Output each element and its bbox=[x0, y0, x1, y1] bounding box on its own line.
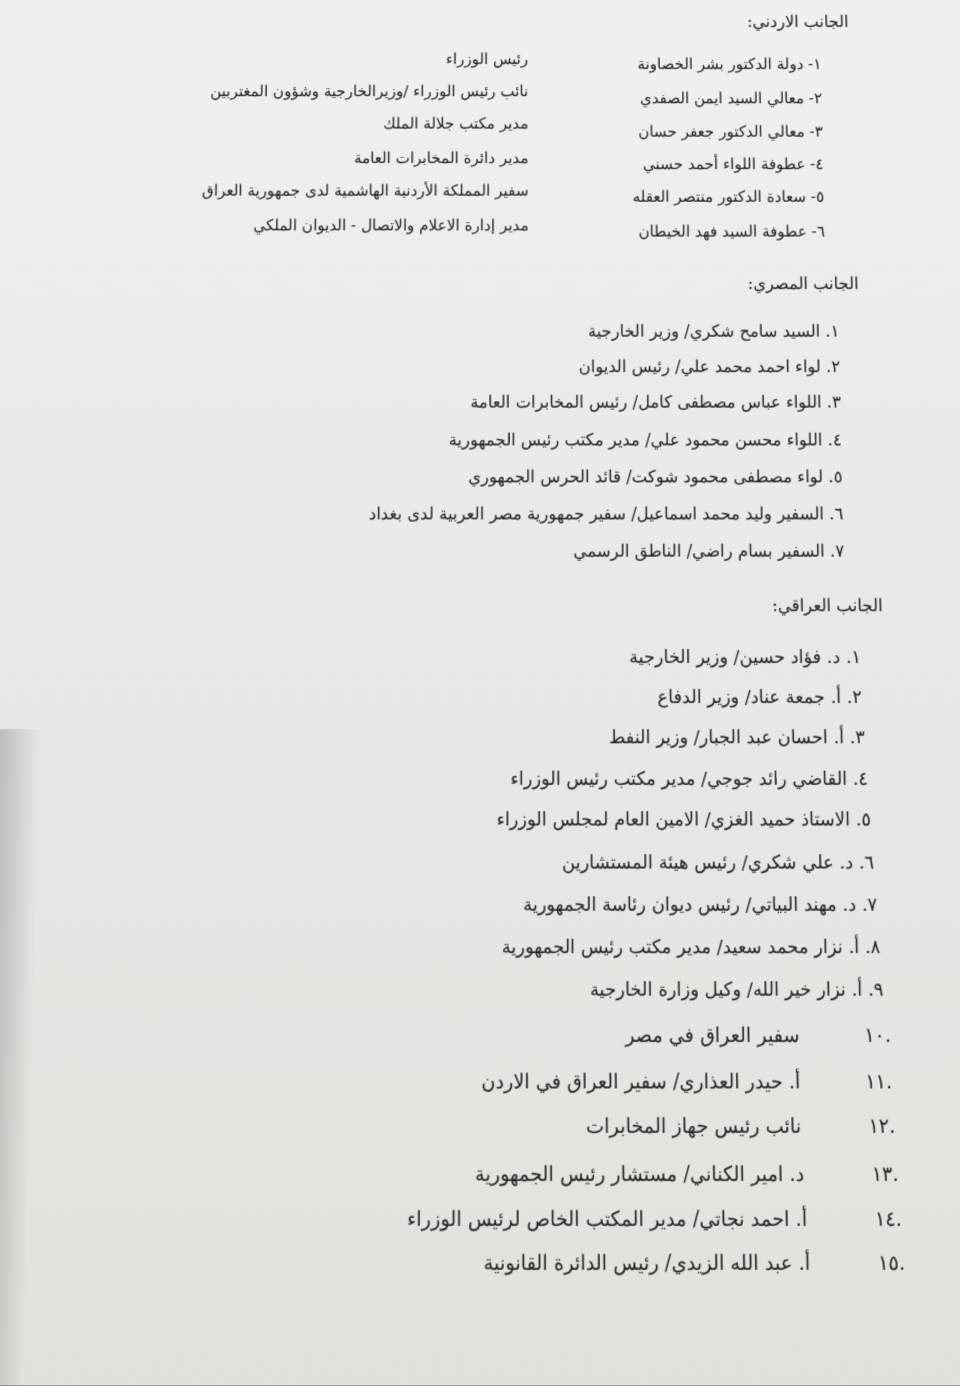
iraq-member: ٣. أ. احسان عبد الجبار/ وزير النفط bbox=[608, 726, 866, 749]
iraq-member: أ. حيدر العذاري/ سفير العراق في الاردن bbox=[481, 1070, 801, 1095]
jordan-heading: الجانب الاردني: bbox=[746, 11, 849, 31]
jordan-member-title: مدير دائرة المخابرات العامة bbox=[353, 148, 529, 168]
egypt-member: ٦. السفير وليد محمد اسماعيل/ سفير جمهورية مصر العربية لدى بغداد bbox=[368, 503, 844, 524]
egypt-member: ٣. اللواء عباس مصطفى كامل/ رئيس المخابرات العامة bbox=[470, 391, 842, 412]
egypt-member: ٢. لواء احمد محمد علي/ رئيس الديوان bbox=[578, 356, 841, 377]
iraq-member: ١. د. فؤاد حسين/ وزير الخارجية bbox=[629, 646, 862, 669]
egypt-member: ٥. لواء مصطفى محمود شوكت/ قائد الحرس الجمهوري bbox=[468, 466, 843, 487]
iraq-member: ٩. أ. نزار خير الله/ وكيل وزارة الخارجية bbox=[589, 978, 884, 1002]
iraq-member: نائب رئيس جهاز المخابرات bbox=[585, 1114, 802, 1139]
iraq-member: ٢. أ. جمعة عناد/ وزير الدفاع bbox=[657, 686, 863, 709]
jordan-member-name: ٤- عطوفة اللواء أحمد حسني bbox=[642, 154, 824, 174]
iraq-member-number: .١٠ bbox=[864, 1023, 892, 1048]
iraq-member-number: .١١ bbox=[865, 1070, 893, 1095]
iraq-member: ٧. د. مهند البياتي/ رئيس ديوان رئاسة الجمهورية bbox=[523, 894, 878, 917]
iraq-member: ٥. الاستاذ حميد الغزي/ الامين العام لمجلس الوزراء bbox=[496, 808, 872, 832]
iraq-member: ٦. د. علي شكري/ رئيس هيئة المستشارين bbox=[561, 851, 875, 875]
jordan-member-title: مدير مكتب جلالة الملك bbox=[383, 114, 529, 133]
egypt-heading: الجانب المصري: bbox=[747, 273, 859, 294]
jordan-member-title: سفير المملكة الأردنية الهاشمية لدى جمهورية العراق bbox=[201, 181, 529, 200]
iraq-member: أ. احمد نجاتي/ مدير المكتب الخاص لرئيس الوزراء bbox=[407, 1207, 808, 1232]
jordan-member-title: رئيس الوزراء bbox=[445, 49, 529, 69]
egypt-member: ١. السيد سامح شكري/ وزير الخارجية bbox=[587, 321, 840, 341]
jordan-member-title: نائب رئيس الوزراء /وزيرالخارجية وشؤون المغتربين bbox=[210, 82, 529, 101]
jordan-member-name: ٣- معالي الدكتور جعفر حسان bbox=[638, 122, 823, 141]
jordan-member-title: مدير إدارة الاعلام والاتصال - الديوان الملكي bbox=[253, 216, 529, 235]
egypt-member: ٤. اللواء محسن محمود علي/ مدير مكتب رئيس الجمهورية bbox=[448, 429, 842, 450]
iraq-member-number: .١٥ bbox=[877, 1251, 906, 1276]
page-shadow bbox=[0, 729, 41, 1385]
iraq-heading: الجانب العراقي: bbox=[772, 595, 883, 616]
jordan-member-name: ٥- سعادة الدكتور منتصر العقله bbox=[632, 187, 825, 206]
jordan-member-name: ٦- عطوفة السيد فهد الخيطان bbox=[638, 222, 826, 241]
iraq-member: ٨. أ. نزار محمد سعيد/ مدير مكتب رئيس الجمهورية bbox=[501, 936, 881, 959]
jordan-member-name: ٢- معالي السيد ايمن الصفدي bbox=[639, 89, 823, 108]
iraq-member-number: .١٢ bbox=[868, 1114, 896, 1139]
iraq-member-number: .١٤ bbox=[874, 1207, 903, 1232]
iraq-member: سفير العراق في مصر bbox=[625, 1023, 800, 1048]
iraq-member-number: .١٣ bbox=[871, 1162, 899, 1187]
iraq-member: أ. عبد الله الزيدي/ رئيس الدائرة القانونية bbox=[483, 1251, 811, 1276]
egypt-member: ٧. السفير بسام راضي/ الناطق الرسمي bbox=[573, 540, 845, 561]
jordan-member-name: ١- دولة الدكتور بشر الخصاونة bbox=[637, 54, 822, 74]
iraq-member: د. امير الكناني/ مستشار رئيس الجمهورية bbox=[474, 1162, 805, 1187]
iraq-member: ٤. القاضي رائد جوجي/ مدير مكتب رئيس الوزراء bbox=[510, 768, 869, 791]
